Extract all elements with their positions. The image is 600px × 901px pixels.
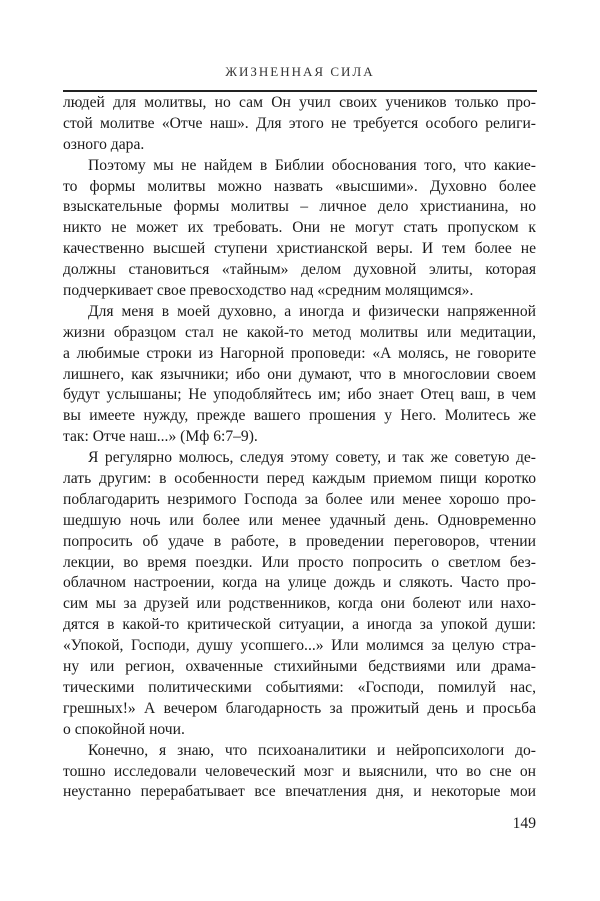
text-line: неустанно перерабатывает все впечатления дня, и некоторые мои	[63, 783, 536, 801]
text-line: так: Отче наш...» (Мф 6:7–9).	[63, 428, 258, 446]
text-line: подчеркивает свое превосходство над «средним молящимся».	[63, 282, 474, 300]
text-line: Для меня в моей духовно, а иногда и физически напряженной	[88, 302, 536, 320]
text-line: Я регулярно молюсь, следуя этому совету, и так же советую де-	[88, 449, 536, 467]
text-line: о спокойной ночи.	[63, 720, 185, 738]
text-line: озного дара.	[63, 135, 145, 153]
text-line: людей для молитвы, но сам Он учил своих учеников только про-	[63, 94, 536, 111]
paragraph	[63, 741, 536, 804]
text-line: попросить об удаче в работе, в проведении переговоров, чтении	[63, 532, 536, 550]
paragraph	[63, 93, 536, 156]
text-line: лишнего, как язычники; ибо они думают, что в многословии своем	[63, 365, 536, 383]
text-line: тическими политическими событиями: «Господи, помилуй нас,	[63, 678, 536, 696]
text-line: дятся в какой-то критической ситуации, а иногда за упокой души:	[63, 616, 536, 634]
text-line: тошно исследовали человеческий мозг и выяснили, что во сне он	[63, 762, 536, 780]
text-line: должны становиться «тайным» делом духовной элиты, которая	[63, 261, 536, 279]
text-line: лекции, во время поездки. Или просто попросить о светлом без-	[63, 553, 536, 571]
text-line: стой молитве «Отче наш». Для этого не требуется особого религи-	[63, 114, 536, 132]
text-line: жизни образцом стал не какой-то метод молитвы или медитации,	[63, 323, 536, 341]
header-rule	[63, 90, 537, 92]
text-line: лать другим: в особенности перед каждым приемом пищи коротко	[63, 470, 536, 488]
page-number: 149	[512, 815, 536, 832]
text-line: Поэтому мы не найдем в Библии обоснования того, что какие-	[88, 156, 536, 174]
paragraph	[63, 156, 536, 302]
paragraph	[63, 448, 536, 740]
text-line: будут услышаны; Не уподобляйтесь им; ибо знает Отец ваш, в чем	[63, 386, 536, 404]
text-line: «Упокой, Господи, душу усопшего...» Или молимся за целую стра-	[63, 637, 536, 655]
text-line: взыскательные формы молитвы – личное дело христианина, но	[63, 198, 536, 216]
text-line: поблагодарить незримого Господа за более или менее хорошо про-	[63, 490, 536, 508]
text-line: а любимые строки из Нагорной проповеди: «А молясь, не говорите	[63, 344, 536, 362]
text-line: грешных!» А вечером благодарность за прожитый день и просьба	[63, 699, 536, 717]
text-line: никто не может их требовать. Они не могут стать пропуском к	[63, 219, 536, 237]
text-line: шедшую ночь или более или менее удачный день. Одновременно	[63, 511, 536, 529]
running-head: ЖИЗНЕННАЯ СИЛА	[225, 64, 375, 79]
text-line: сим мы за друзей или родственников, когда они болеют или нахо-	[63, 595, 536, 613]
text-line: облачном настроении, когда на улице дождь и слякоть. Часто про-	[63, 574, 536, 592]
body-text	[63, 93, 536, 803]
text-line: вы имеете нужду, прежде вашего прошения у Него. Молитесь же	[63, 407, 536, 425]
text-line: качественно высшей ступени христианской веры. И тем более не	[63, 240, 536, 258]
text-line: то формы молитвы можно назвать «высшими». Духовно более	[63, 177, 536, 195]
text-line: ну или регион, охваченные стихийными бедствиями или драма-	[63, 658, 536, 676]
paragraph	[63, 302, 536, 448]
text-line: Конечно, я знаю, что психоаналитики и нейропсихологи до-	[88, 741, 536, 759]
